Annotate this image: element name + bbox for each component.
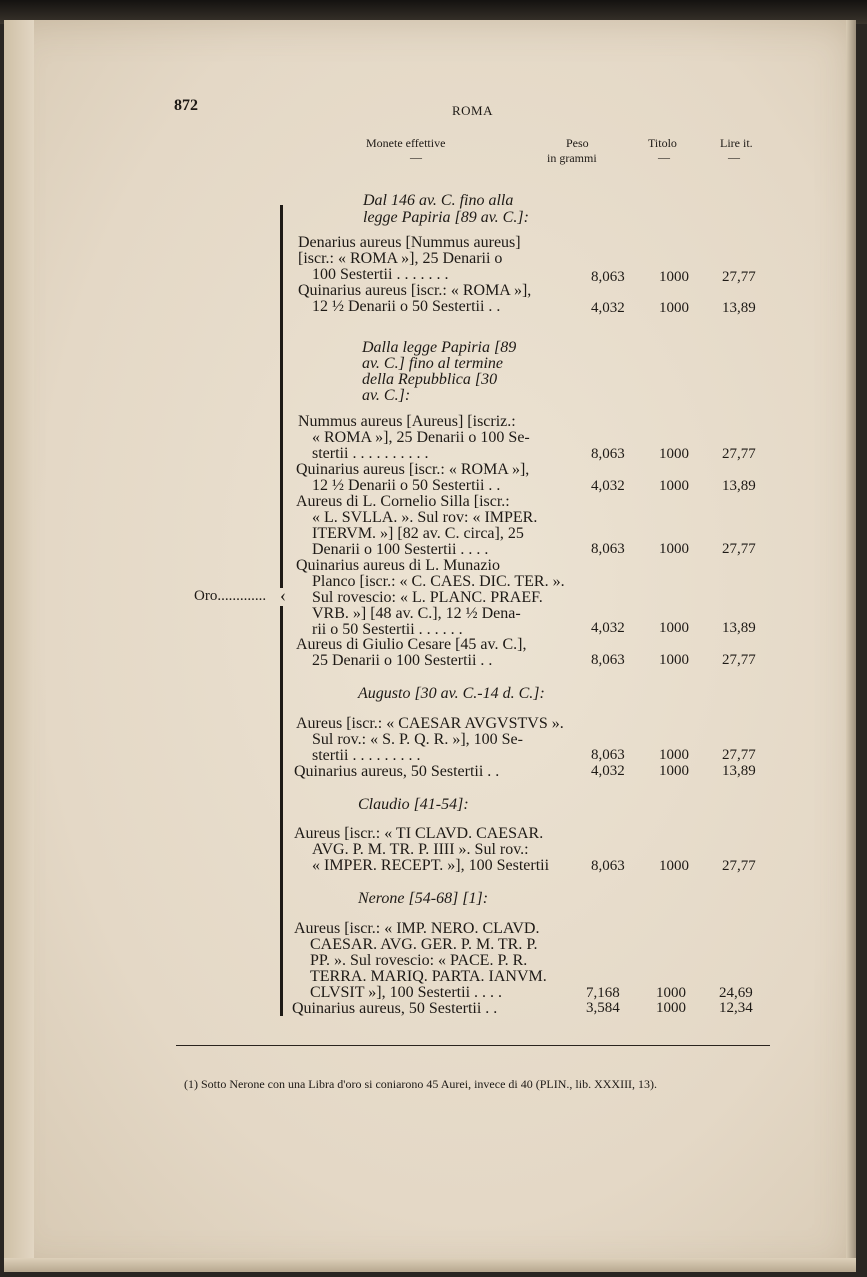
brace-lower	[280, 606, 283, 1016]
coin-titolo: 1000	[656, 985, 686, 1001]
page-number: 872	[174, 97, 198, 114]
page-gutter	[4, 20, 34, 1272]
period-heading-line: legge Papiria [89 av. C.]:	[363, 209, 529, 226]
coin-description-line: Denarii o 100 Sestertii . . . .	[312, 541, 489, 558]
coin-description-line: Nummus aureus [Aureus] [iscriz.:	[298, 413, 516, 430]
coin-peso: 4,032	[591, 763, 625, 779]
coin-description-line: 12 ½ Denarii o 50 Sestertii . .	[312, 477, 501, 494]
coin-description-line: rii o 50 Sestertii . . . . . .	[312, 621, 463, 638]
coin-peso: 4,032	[591, 300, 625, 316]
column-header-peso-sub: in grammi	[547, 151, 597, 165]
coin-peso: 8,063	[591, 269, 625, 285]
coin-lire: 13,89	[722, 300, 756, 316]
period-heading-line: av. C.] fino al termine	[362, 355, 504, 372]
coin-description-line: « ROMA »], 25 Denarii o 100 Se-	[312, 429, 530, 446]
coin-description-line: Aureus di L. Cornelio Silla [iscr.:	[296, 493, 510, 510]
coin-lire: 13,89	[722, 763, 756, 779]
coin-titolo: 1000	[659, 478, 689, 494]
coin-description-line: TERRA. MARIQ. PARTA. IANVM.	[310, 968, 547, 985]
coin-lire: 27,77	[722, 652, 756, 668]
coin-peso: 3,584	[586, 1000, 620, 1016]
coin-titolo: 1000	[659, 446, 689, 462]
coin-lire: 27,77	[722, 858, 756, 874]
column-header-dash: —	[658, 150, 670, 164]
coin-titolo: 1000	[659, 763, 689, 779]
coin-peso: 8,063	[591, 446, 625, 462]
coin-titolo: 1000	[659, 747, 689, 763]
coin-titolo: 1000	[659, 858, 689, 874]
coin-lire: 12,34	[719, 1000, 753, 1016]
coin-description-line: stertii . . . . . . . . . .	[312, 445, 429, 462]
column-header-peso: Peso	[566, 136, 589, 150]
coin-description-line: « L. SVLLA. ». Sul rov: « IMPER.	[312, 509, 538, 526]
period-heading-line: Dalla legge Papiria [89	[362, 339, 517, 356]
page-right-edge	[846, 20, 856, 1272]
coin-titolo: 1000	[659, 300, 689, 316]
coin-description-line: Aureus [iscr.: « TI CLAVD. CAESAR.	[294, 825, 544, 842]
coin-description-line: Quinarius aureus di L. Munazio	[296, 557, 500, 574]
coin-description-line: PP. ». Sul rovescio: « PACE. P. R.	[310, 952, 528, 969]
coin-peso: 8,063	[591, 747, 625, 763]
coin-peso: 8,063	[591, 652, 625, 668]
column-header-dash: —	[728, 150, 740, 164]
coin-description-line: CLVSIT »], 100 Sestertii . . . .	[310, 984, 503, 1001]
coin-description-line: Planco [iscr.: « C. CAES. DIC. TER. ».	[312, 573, 565, 590]
brace-point: ‹	[280, 585, 286, 605]
period-heading-line: Dal 146 av. C. fino alla	[363, 192, 514, 209]
coin-description-line: Quinarius aureus, 50 Sestertii . .	[292, 1000, 498, 1017]
coin-description-line: stertii . . . . . . . . .	[312, 747, 421, 764]
coin-lire: 27,77	[722, 747, 756, 763]
coin-description-line: Denarius aureus [Nummus aureus]	[298, 234, 521, 251]
coin-peso: 4,032	[591, 620, 625, 636]
coin-lire: 13,89	[722, 478, 756, 494]
coin-description-line: VRB. »] [48 av. C.], 12 ½ Dena-	[312, 605, 521, 622]
coin-lire: 27,77	[722, 446, 756, 462]
column-header-lire: Lire it.	[720, 136, 753, 150]
coin-lire: 27,77	[722, 541, 756, 557]
column-header-monete: Monete effettive	[366, 136, 446, 150]
coin-description-line: Aureus [iscr.: « CAESAR AVGVSTVS ».	[296, 715, 564, 732]
coin-titolo: 1000	[659, 269, 689, 285]
brace-upper	[280, 205, 283, 588]
period-heading-line: Nerone [54-68] [1]:	[358, 890, 489, 907]
period-heading-line: della Repubblica [30	[362, 371, 498, 388]
coin-description-line: Quinarius aureus [iscr.: « ROMA »],	[298, 282, 532, 299]
coin-titolo: 1000	[659, 541, 689, 557]
coin-description-line: 100 Sestertii . . . . . . .	[312, 266, 449, 283]
coin-description-line: CAESAR. AVG. GER. P. M. TR. P.	[310, 936, 538, 953]
running-head: ROMA	[452, 103, 494, 118]
coin-lire: 27,77	[722, 269, 756, 285]
coin-description-line: ITERVM. »] [82 av. C. circa], 25	[312, 525, 524, 542]
coin-description-line: [iscr.: « ROMA »], 25 Denarii o	[298, 250, 503, 267]
coin-description-line: Quinarius aureus [iscr.: « ROMA »],	[296, 461, 530, 478]
footnote: (1) Sotto Nerone con una Libra d'oro si coniarono 45 Aurei, invece di 40 (PLIN., lib. XXXIII, 13).	[184, 1077, 658, 1091]
coin-titolo: 1000	[659, 652, 689, 668]
coin-description-line: « IMPER. RECEPT. »], 100 Sestertii	[312, 857, 550, 874]
coin-description-line: Aureus [iscr.: « IMP. NERO. CLAVD.	[294, 920, 540, 937]
period-heading-line: av. C.]:	[362, 387, 411, 404]
coin-titolo: 1000	[659, 620, 689, 636]
coin-peso: 7,168	[586, 985, 620, 1001]
coin-description-line: AVG. P. M. TR. P. IIII ». Sul rov.:	[312, 841, 529, 858]
page-bottom-edge	[4, 1258, 856, 1272]
coin-description-line: 25 Denarii o 100 Sestertii . .	[312, 652, 493, 669]
coin-lire: 13,89	[722, 620, 756, 636]
coin-lire: 24,69	[719, 985, 753, 1001]
period-heading-line: Augusto [30 av. C.-14 d. C.]:	[358, 685, 545, 702]
coin-description-line: Sul rovescio: « L. PLANC. PRAEF.	[312, 589, 543, 606]
coin-peso: 8,063	[591, 541, 625, 557]
coin-description-line: Sul rov.: « S. P. Q. R. »], 100 Se-	[312, 731, 523, 748]
coin-description-line: Quinarius aureus, 50 Sestertii . .	[294, 763, 500, 780]
coin-description-line: 12 ½ Denarii o 50 Sestertii . .	[312, 298, 501, 315]
footnote-rule	[176, 1045, 770, 1046]
column-header-dash: —	[410, 150, 422, 164]
coin-titolo: 1000	[656, 1000, 686, 1016]
period-heading-line: Claudio [41-54]:	[358, 796, 469, 813]
coin-peso: 8,063	[591, 858, 625, 874]
coin-description-line: Aureus di Giulio Cesare [45 av. C.],	[296, 636, 527, 653]
column-header-titolo: Titolo	[648, 136, 677, 150]
coin-peso: 4,032	[591, 478, 625, 494]
metal-label: Oro.............	[194, 588, 267, 604]
